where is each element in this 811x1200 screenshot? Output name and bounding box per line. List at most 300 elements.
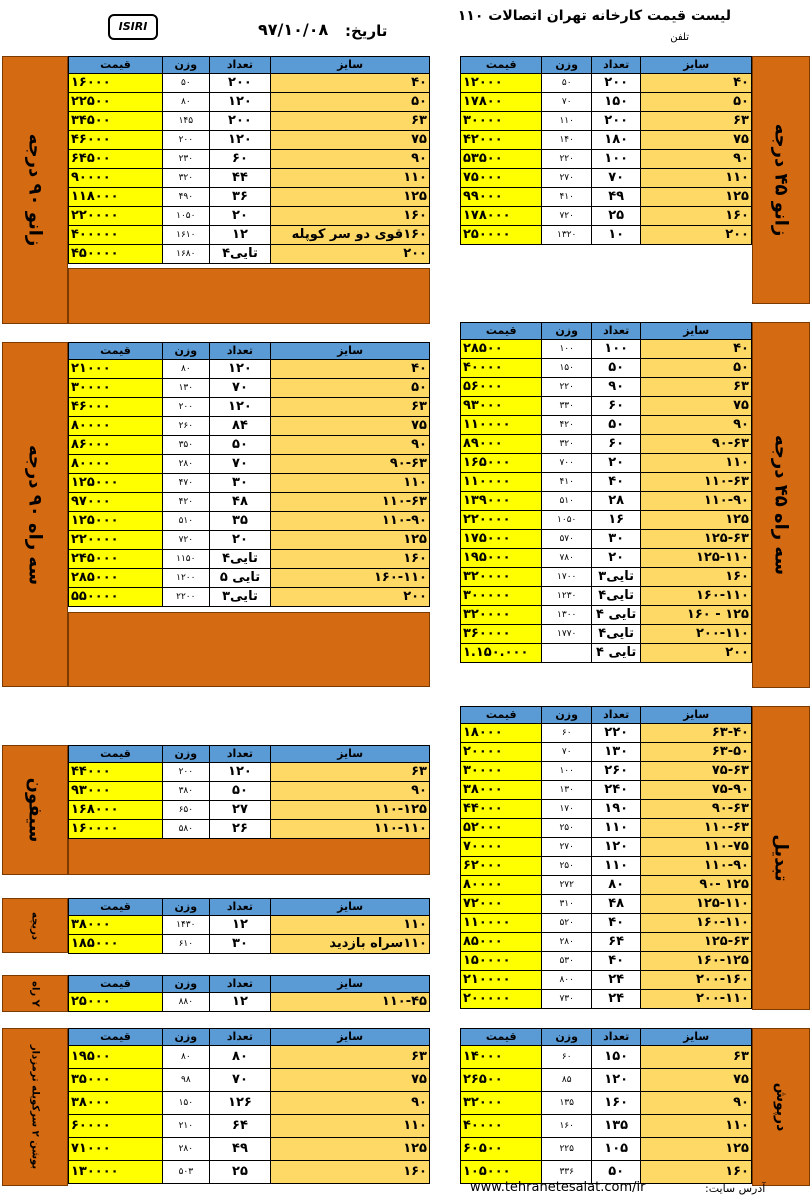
weight-cell: ۲۸۰ <box>542 933 591 952</box>
size-cell: ۴۰ <box>641 340 752 359</box>
table-row <box>69 569 430 588</box>
price-cell: ۱۱۰۰۰۰ <box>461 416 542 435</box>
price-cell: ۹۷۰۰۰ <box>69 493 163 512</box>
price-cell: ۱۸۵۰۰۰ <box>69 935 163 954</box>
table-header <box>461 1029 752 1046</box>
price-cell: ۶۰۰۰۰ <box>69 1115 163 1138</box>
qty-cell: ۲۸ <box>591 492 640 511</box>
table-row <box>461 473 752 492</box>
price-cell: ۱۰۵۰۰۰ <box>461 1161 542 1184</box>
weight-cell: ۹۸ <box>162 1069 209 1092</box>
size-cell: ۱۶۰-۱۲۵ <box>641 952 752 971</box>
weight-cell: ۲۰۰ <box>162 763 209 782</box>
size-cell: ۷۵ <box>271 1069 430 1092</box>
size-cell: ۱۱۰-۹۰ <box>271 512 430 531</box>
weight-cell: ۶۵۰ <box>162 801 209 820</box>
table-row <box>69 820 430 839</box>
price-cell: ۲۸۵۰۰۰ <box>69 569 163 588</box>
header-qty: تعداد <box>209 57 270 74</box>
table-row <box>461 644 752 663</box>
price-cell: ۳۰۰۰۰۰ <box>461 587 542 606</box>
size-cell: ۷۵ <box>271 131 430 150</box>
qty-cell: ۴تایی <box>209 245 270 264</box>
header-price: قیمت <box>69 746 163 763</box>
table-row <box>461 378 752 397</box>
logo-text: ISIRI <box>118 20 148 33</box>
size-cell: ۱۲۵ <box>271 531 430 550</box>
price-cell: ۴۴۰۰۰ <box>461 800 542 819</box>
table-row <box>69 993 430 1012</box>
size-cell: ۲۰۰ <box>641 644 752 663</box>
size-cell: ۴۰ <box>271 360 430 379</box>
weight-cell: ۲۱۰ <box>162 1115 209 1138</box>
price-cell: ۲۵۰۰۰۰ <box>461 226 542 245</box>
table-row <box>69 782 430 801</box>
size-cell: ۵۰ <box>271 93 430 112</box>
size-cell: ۱۶۰ <box>271 1161 430 1184</box>
qty-cell: ۵۰ <box>209 782 270 801</box>
table-row <box>461 359 752 378</box>
size-cell: ۱۱۰-۶۳ <box>641 473 752 492</box>
table-row <box>461 74 752 93</box>
serah90-panel <box>68 612 430 687</box>
qty-cell: ۱۳۵ <box>591 1115 640 1138</box>
table-row <box>461 568 752 587</box>
weight-cell: ۲۵۰ <box>542 819 591 838</box>
size-cell: ۱۱۰ <box>641 1115 752 1138</box>
size-cell: ۱۱۰سراه بازدید <box>271 935 430 954</box>
size-cell: ۱۱۰ <box>641 169 752 188</box>
table-header <box>461 57 752 74</box>
tabdil-label: تبدیل <box>752 706 810 1010</box>
weight-cell: ۲۸۰ <box>162 1138 209 1161</box>
price-cell: ۲۲۰۰۰۰ <box>461 511 542 530</box>
zanoo45-table <box>460 56 752 245</box>
qty-cell: ۳۰ <box>209 935 270 954</box>
weight-cell: ۱۲۰۰ <box>162 569 209 588</box>
weight-cell: ۸۰ <box>162 1046 209 1069</box>
header-weight: وزن <box>162 899 209 916</box>
qty-cell: ۱۵۰ <box>591 93 640 112</box>
header-size: سایز <box>641 707 752 724</box>
table-row <box>461 454 752 473</box>
weight-cell: ۸۰۰ <box>542 971 591 990</box>
header-qty: تعداد <box>591 57 640 74</box>
size-cell: ۱۶۰-۱۱۰ <box>641 587 752 606</box>
qty-cell: ۶۰ <box>591 435 640 454</box>
weight-cell: ۵۰۳ <box>162 1161 209 1184</box>
qty-cell: ۱۲۰ <box>209 93 270 112</box>
header-weight: وزن <box>162 57 209 74</box>
price-cell: ۲۵۰۰۰ <box>69 993 163 1012</box>
table-row <box>461 1046 752 1069</box>
date-value: ۹۷/۱۰/۰۸ <box>258 20 329 39</box>
table-row <box>461 876 752 895</box>
table-row <box>69 916 430 935</box>
qty-cell: ۲۰ <box>209 531 270 550</box>
size-cell: ۲۰۰-۱۶۰ <box>641 971 752 990</box>
price-cell: ۱۸۰۰۰ <box>461 724 542 743</box>
weight-cell: ۶۰ <box>542 724 591 743</box>
table-row <box>461 226 752 245</box>
logo <box>108 14 158 40</box>
size-cell: ۶۳ <box>271 763 430 782</box>
price-cell: ۱۱۰۰۰۰ <box>461 914 542 933</box>
table-header <box>461 323 752 340</box>
header-size: سایز <box>641 323 752 340</box>
table-row <box>461 1138 752 1161</box>
price-cell: ۳۰۰۰۰ <box>69 379 163 398</box>
table-row <box>461 549 752 568</box>
size-cell: ۱۶۰قوی دو سر کوپله <box>271 226 430 245</box>
qty-cell: ۸۰ <box>209 1046 270 1069</box>
weight-cell: ۴۹۰ <box>162 188 209 207</box>
table-row <box>69 1161 430 1184</box>
footer-url[interactable]: www.tehranetesalat.com/ir <box>470 1180 646 1195</box>
table-row <box>461 724 752 743</box>
qty-cell: ۲۷ <box>209 801 270 820</box>
table-row <box>461 492 752 511</box>
weight-cell: ۱۶۱۰ <box>162 226 209 245</box>
size-cell: ۷۵ <box>641 397 752 416</box>
weight-cell: ۵۱۰ <box>542 492 591 511</box>
booshan-label: بوشن ۲ سرکوپله ترمزدار <box>2 1028 68 1186</box>
table-row <box>461 340 752 359</box>
size-cell: ۱۱۰ <box>271 916 430 935</box>
table-row <box>69 550 430 569</box>
qty-cell: ۱۸۰ <box>591 131 640 150</box>
qty-cell: ۵۰ <box>209 436 270 455</box>
table-row <box>461 511 752 530</box>
size-cell: ۱۲۵ <box>271 1138 430 1161</box>
size-cell: ۱۶۰ <box>641 568 752 587</box>
table-row <box>69 493 430 512</box>
size-cell: ۷۵ <box>641 1069 752 1092</box>
size-cell: ۱۶۰ <box>271 207 430 226</box>
qty-cell: ۶۴ <box>591 933 640 952</box>
price-cell: ۸۹۰۰۰ <box>461 435 542 454</box>
size-cell: ۹۰ <box>641 1092 752 1115</box>
sifon-label: سیفون <box>2 745 68 875</box>
qty-cell: ۱۶۰ <box>591 1092 640 1115</box>
price-cell: ۵۲۰۰۰ <box>461 819 542 838</box>
table-row <box>69 512 430 531</box>
qty-cell: ۴تایی <box>591 587 640 606</box>
size-cell: ۷۵ <box>271 417 430 436</box>
weight-cell: ۵۳۰ <box>542 952 591 971</box>
weight-cell: ۱۰۵۰ <box>162 207 209 226</box>
header-price: قیمت <box>461 57 542 74</box>
weight-cell: ۸۰ <box>162 360 209 379</box>
size-cell: ۱۲۵ <box>271 188 430 207</box>
qty-cell: ۲۰۰ <box>209 74 270 93</box>
header-price: قیمت <box>69 976 163 993</box>
price-cell: ۳۲۰۰۰۰ <box>461 606 542 625</box>
header-size: سایز <box>271 343 430 360</box>
table-header <box>69 57 430 74</box>
daraje-label: دریچه <box>2 898 68 953</box>
booshan-table <box>68 1028 430 1184</box>
header-weight: وزن <box>162 746 209 763</box>
table-row <box>461 971 752 990</box>
qty-cell: ۱۲۰ <box>209 763 270 782</box>
weight-cell: ۱۰۵۰ <box>542 511 591 530</box>
price-cell: ۹۳۰۰۰ <box>69 782 163 801</box>
tabdil-table <box>460 706 752 1009</box>
serah90-table <box>68 342 430 607</box>
size-cell: ۹۰ <box>641 150 752 169</box>
price-cell: ۳۸۰۰۰ <box>69 1092 163 1115</box>
price-cell: ۳۴۵۰۰ <box>69 112 163 131</box>
qty-cell: ۱۰۰ <box>591 340 640 359</box>
size-cell: ۱۱۰ <box>271 169 430 188</box>
price-cell: ۱۱۸۰۰۰ <box>69 188 163 207</box>
price-cell: ۶۰۵۰۰ <box>461 1138 542 1161</box>
weight-cell: ۳۱۰ <box>542 895 591 914</box>
size-cell: ۱۲۵-۶۳ <box>641 933 752 952</box>
qty-cell: ۴۹ <box>209 1138 270 1161</box>
header-weight: وزن <box>542 707 591 724</box>
weight-cell: ۱۵۰ <box>162 1092 209 1115</box>
weight-cell: ۴۱۰ <box>542 188 591 207</box>
table-row <box>69 588 430 607</box>
price-cell: ۳۲۰۰۰ <box>461 1092 542 1115</box>
qty-cell: ۲۴۰ <box>591 781 640 800</box>
size-cell: ۹۰ <box>641 416 752 435</box>
qty-cell: ۳۰ <box>209 474 270 493</box>
weight-cell: ۷۸۰ <box>542 549 591 568</box>
weight-cell: ۵۰ <box>542 74 591 93</box>
price-cell: ۲۴۵۰۰۰ <box>69 550 163 569</box>
weight-cell: ۲۸۰ <box>162 455 209 474</box>
header-qty: تعداد <box>209 343 270 360</box>
weight-cell: ۱۶۰ <box>542 1115 591 1138</box>
qty-cell: ۲۴ <box>591 990 640 1009</box>
weight-cell: ۱۲۳۰ <box>542 587 591 606</box>
header-price: قیمت <box>69 899 163 916</box>
qty-cell: ۱۲ <box>209 226 270 245</box>
weight-cell: ۱۳۵ <box>542 1092 591 1115</box>
qty-cell: ۲۰ <box>591 454 640 473</box>
weight-cell: ۲۵۰ <box>542 857 591 876</box>
table-row <box>461 857 752 876</box>
weight-cell: ۸۰ <box>162 93 209 112</box>
qty-cell: ۲۰۰ <box>209 112 270 131</box>
qty-cell: ۲۰۰ <box>591 112 640 131</box>
qty-cell: ۱۲۰ <box>209 360 270 379</box>
size-cell: ۱۱۰-۱۲۵ <box>271 801 430 820</box>
weight-cell: ۵۲۰ <box>542 914 591 933</box>
size-cell: ۱۲۵-۱۱۰ <box>641 895 752 914</box>
table-row <box>69 74 430 93</box>
table-row <box>69 1069 430 1092</box>
size-cell: ۹۰-۶۳ <box>271 455 430 474</box>
qty-cell: ۱۶ <box>591 511 640 530</box>
table-row <box>461 762 752 781</box>
size-cell: ۴۰ <box>641 74 752 93</box>
qty-cell: ۷۰ <box>209 455 270 474</box>
size-cell: ۱۶۰ <box>641 207 752 226</box>
table-row <box>69 360 430 379</box>
weight-cell: ۷۲۰ <box>162 531 209 550</box>
header-qty: تعداد <box>209 746 270 763</box>
price-cell: ۱۶۵۰۰۰ <box>461 454 542 473</box>
table-row <box>69 131 430 150</box>
header-size: سایز <box>271 1029 430 1046</box>
price-cell: ۲۰۰۰۰ <box>461 743 542 762</box>
price-cell: ۱۷۵۰۰۰ <box>461 530 542 549</box>
price-cell: ۳۵۰۰۰ <box>69 1069 163 1092</box>
qty-cell: ۲۵ <box>209 1161 270 1184</box>
serah45-label: سه راه ۴۵ درجه <box>752 322 810 688</box>
zanoo90-table <box>68 56 430 264</box>
size-cell: ۱۶۰-۱۱۰ <box>641 914 752 933</box>
price-cell: ۳۸۰۰۰ <box>461 781 542 800</box>
size-cell: ۶۳-۴۰ <box>641 724 752 743</box>
size-cell: ۶۳ <box>271 112 430 131</box>
table-row <box>461 606 752 625</box>
table-row <box>69 1115 430 1138</box>
table-row <box>461 435 752 454</box>
qty-cell: ۵۰ <box>591 1161 640 1184</box>
zanoo90-label: زانو ۹۰ درجه <box>2 56 68 324</box>
weight-cell: ۵۸۰ <box>162 820 209 839</box>
table-header <box>69 1029 430 1046</box>
price-cell: ۲۱۰۰۰ <box>69 360 163 379</box>
weight-cell: ۲۰۰ <box>162 131 209 150</box>
header-qty: تعداد <box>209 899 270 916</box>
qty-cell: ۳۰ <box>591 530 640 549</box>
yrah-label: Y راه <box>2 975 68 1012</box>
header-qty: تعداد <box>591 1029 640 1046</box>
price-cell: ۱۶۰۰۰۰ <box>69 820 163 839</box>
price-cell: ۶۴۵۰۰ <box>69 150 163 169</box>
qty-cell: ۱۰۰ <box>591 150 640 169</box>
size-cell: ۱۱۰-۹۰ <box>641 492 752 511</box>
weight-cell: ۳۲۰ <box>162 169 209 188</box>
price-cell: ۱۳۰۰۰۰ <box>69 1161 163 1184</box>
table-row <box>461 93 752 112</box>
size-cell: ۷۵-۹۰ <box>641 781 752 800</box>
table-header <box>69 746 430 763</box>
weight-cell: ۷۲۰ <box>542 207 591 226</box>
table-row <box>461 952 752 971</box>
table-row <box>461 397 752 416</box>
table-row <box>69 150 430 169</box>
size-cell: ۱۱۰-۷۵ <box>641 838 752 857</box>
table-row <box>69 93 430 112</box>
qty-cell: ۴ تایی <box>591 644 640 663</box>
weight-cell: ۱۷۰ <box>542 800 591 819</box>
size-cell: ۶۳-۵۰ <box>641 743 752 762</box>
weight-cell: ۱۳۰ <box>542 781 591 800</box>
size-cell: ۲۰۰ <box>271 588 430 607</box>
weight-cell <box>542 644 591 663</box>
weight-cell: ۱۰۰ <box>542 340 591 359</box>
weight-cell: ۳۵۰ <box>162 436 209 455</box>
darpoosh-label: درپوش <box>752 1028 810 1186</box>
size-cell: ۹۰ <box>271 436 430 455</box>
table-header <box>69 343 430 360</box>
price-cell: ۲۲۵۰۰ <box>69 93 163 112</box>
table-row <box>69 455 430 474</box>
price-cell: ۱۶۸۰۰۰ <box>69 801 163 820</box>
weight-cell: ۱۰۰ <box>542 762 591 781</box>
zanoo45-label: زانو ۴۵ درجه <box>752 56 810 304</box>
size-cell: ۲۰۰-۱۱۰ <box>641 990 752 1009</box>
qty-cell: ۱۰ <box>591 226 640 245</box>
weight-cell: ۲۰۰ <box>162 398 209 417</box>
price-cell: ۱۷۸۰۰ <box>461 93 542 112</box>
size-cell: ۶۳ <box>641 378 752 397</box>
qty-cell: ۲۰۰ <box>591 74 640 93</box>
price-cell: ۴۰۰۰۰۰ <box>69 226 163 245</box>
weight-cell: ۱۳۰ <box>162 379 209 398</box>
weight-cell: ۷۰ <box>542 743 591 762</box>
weight-cell: ۵۱۰ <box>162 512 209 531</box>
qty-cell: ۴۰ <box>591 473 640 492</box>
table-row <box>461 819 752 838</box>
size-cell: ۱۲۵ -۹۰ <box>641 876 752 895</box>
table-row <box>461 990 752 1009</box>
price-cell: ۳۶۰۰۰۰ <box>461 625 542 644</box>
table-row <box>69 379 430 398</box>
qty-cell: ۲۲۰ <box>591 724 640 743</box>
price-cell: ۷۲۰۰۰ <box>461 895 542 914</box>
size-cell: ۱۱۰ <box>271 474 430 493</box>
header-price: قیمت <box>461 323 542 340</box>
header-price: قیمت <box>69 57 163 74</box>
header-qty: تعداد <box>591 707 640 724</box>
size-cell: ۹۰ <box>271 150 430 169</box>
table-row <box>69 436 430 455</box>
price-cell: ۳۰۰۰۰ <box>461 112 542 131</box>
size-cell: ۱۲۵ <box>641 511 752 530</box>
size-cell: ۱۱۰-۹۰ <box>641 857 752 876</box>
price-cell: ۷۰۰۰۰ <box>461 838 542 857</box>
price-cell: ۲۰۰۰۰۰ <box>461 990 542 1009</box>
weight-cell: ۱۴۳۰ <box>162 916 209 935</box>
qty-cell: ۴۰ <box>591 914 640 933</box>
table-row <box>69 474 430 493</box>
qty-cell: ۲۶ <box>209 820 270 839</box>
footer-site-label: آدرس سایت: <box>705 1182 766 1195</box>
price-cell: ۱۶۰۰۰ <box>69 74 163 93</box>
date-label: تاریخ: <box>345 22 388 40</box>
price-cell: ۱۲۵۰۰۰ <box>69 512 163 531</box>
qty-cell: ۳تایی <box>591 568 640 587</box>
size-cell: ۲۰۰ <box>641 226 752 245</box>
header-weight: وزن <box>162 1029 209 1046</box>
price-cell: ۱۲۰۰۰ <box>461 74 542 93</box>
price-cell: ۹۹۰۰۰ <box>461 188 542 207</box>
weight-cell: ۱۳۰۰ <box>542 606 591 625</box>
table-row <box>69 112 430 131</box>
size-cell: ۱۲۵-۶۳ <box>641 530 752 549</box>
header-size: سایز <box>271 899 430 916</box>
price-cell: ۳۲۰۰۰۰ <box>461 568 542 587</box>
table-row <box>461 530 752 549</box>
qty-cell: ۶۴ <box>209 1115 270 1138</box>
table-row <box>69 1046 430 1069</box>
qty-cell: ۲۴ <box>591 971 640 990</box>
size-cell: ۱۶۰ <box>271 550 430 569</box>
header-qty: تعداد <box>209 1029 270 1046</box>
price-cell: ۱۹۵۰۰۰ <box>461 549 542 568</box>
price-cell: ۵۶۰۰۰ <box>461 378 542 397</box>
sifon-table <box>68 745 430 839</box>
table-row <box>69 1092 430 1115</box>
